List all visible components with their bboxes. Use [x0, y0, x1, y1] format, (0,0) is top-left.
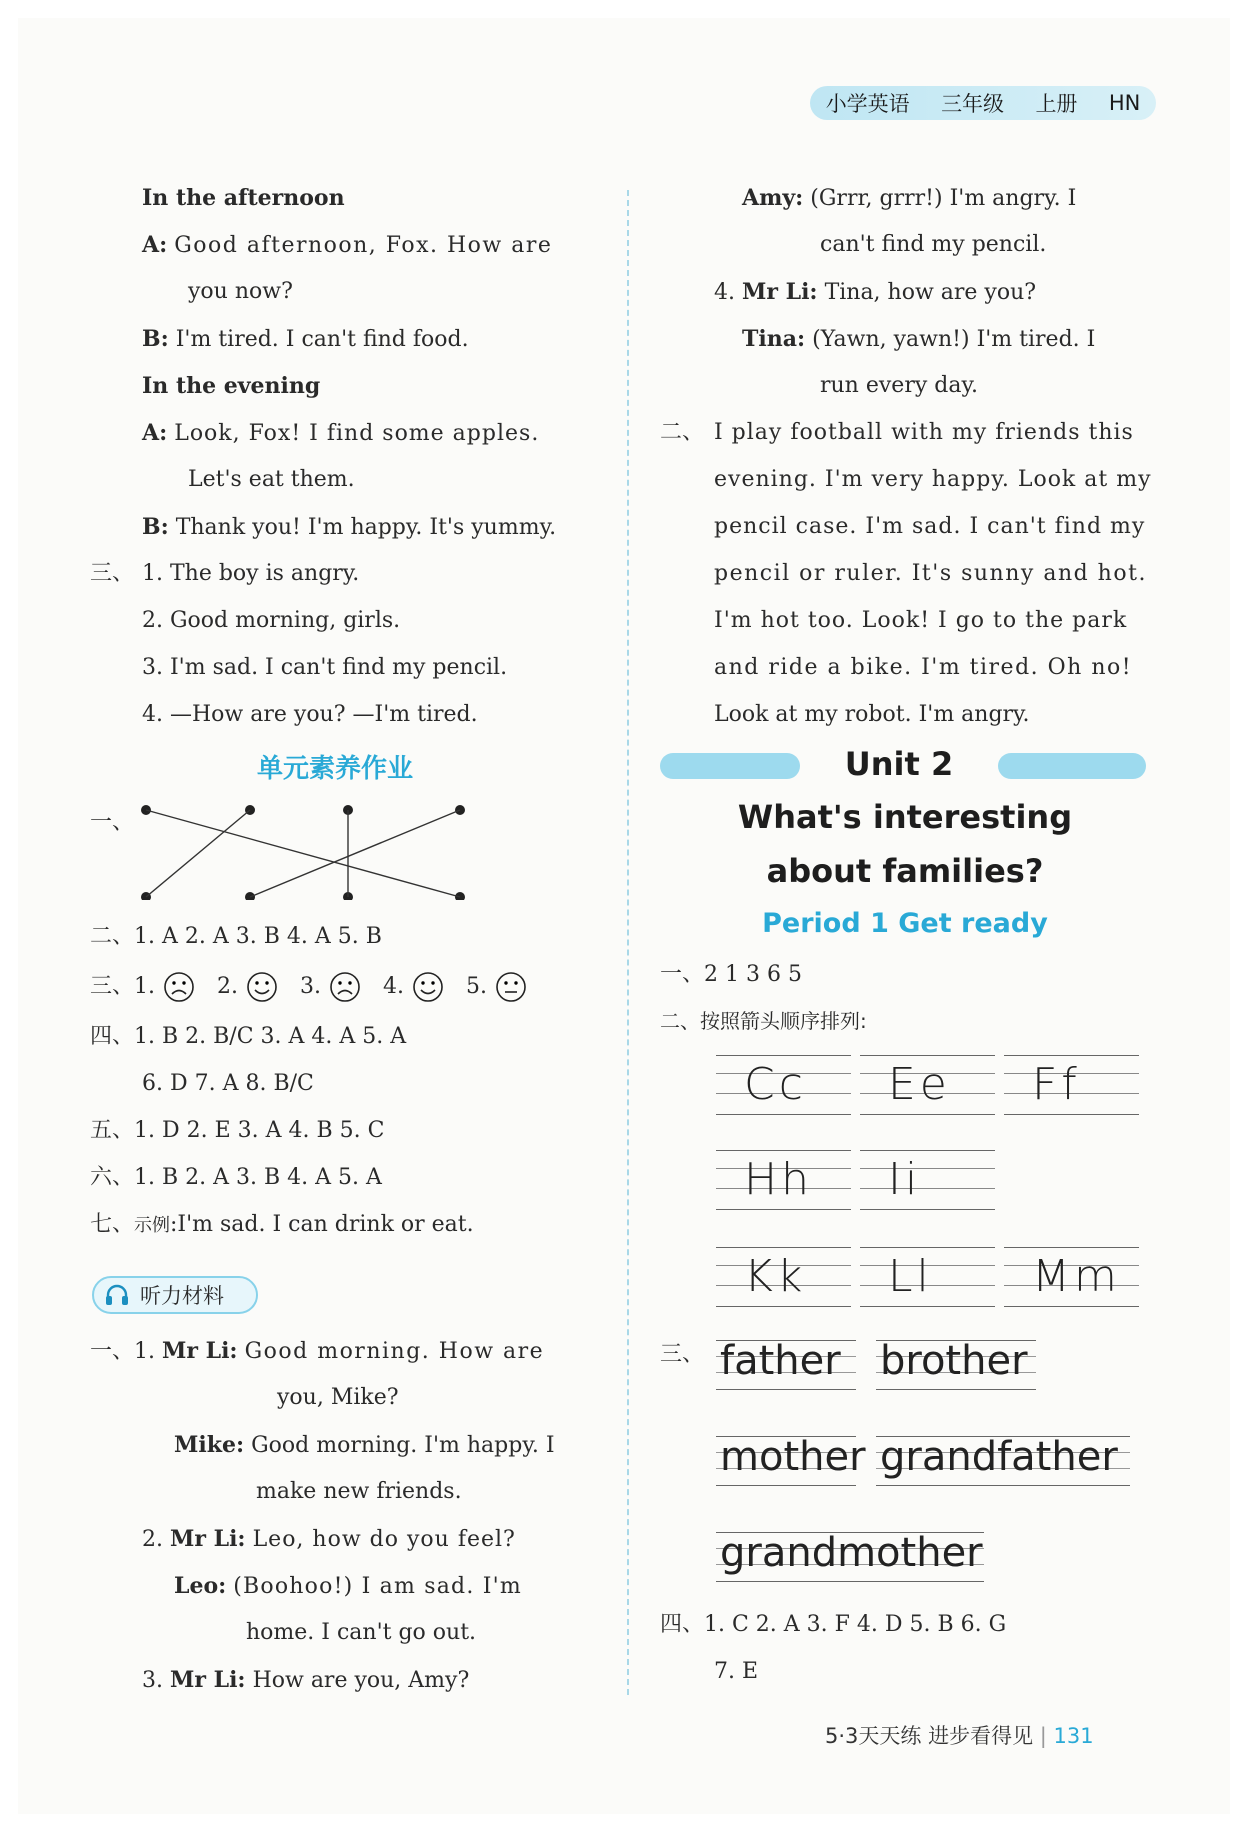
section-mark: 三、: [90, 561, 135, 586]
dialogue-line: 4. Mr Li: Tina, how are you?: [714, 279, 1037, 305]
unit-bar-right: [998, 753, 1146, 779]
dialogue-line: A: Look, Fox! I find some apples.: [142, 420, 540, 446]
header-volume: 上册: [1035, 92, 1078, 116]
happy-face-icon: [245, 970, 279, 1004]
dialogue-line: 2. Mr Li: Leo, how do you feel?: [142, 1526, 516, 1552]
dialogue-cont: can't find my pencil.: [820, 232, 1047, 257]
passage-line: I play football with my friends this: [714, 420, 1134, 445]
passage-line: Look at my robot. I'm angry.: [714, 702, 1030, 727]
answer-line: 2. Good morning, girls.: [142, 608, 401, 633]
headphones-icon: [104, 1283, 130, 1307]
header-edition: HN: [1108, 91, 1141, 115]
footer-slogan: 进步看得见: [928, 1724, 1034, 1748]
matching-diagram: [138, 800, 478, 900]
passage-line: I'm hot too. Look! I go to the park: [714, 608, 1128, 633]
passage-line: and ride a bike. I'm tired. Oh no!: [714, 655, 1133, 680]
answer-line: 四、1. B 2. B/C 3. A 4. A 5. A: [90, 1024, 407, 1049]
unit-label: Unit 2: [844, 745, 954, 783]
section-mark: 一、: [90, 810, 135, 835]
dialogue-cont: you, Mike?: [277, 1385, 399, 1410]
dialogue-line: Tina: (Yawn, yawn!) I'm tired. I: [742, 326, 1096, 352]
dialogue-cont: Let's eat them.: [188, 467, 355, 492]
dialogue-line: B: Thank you! I'm happy. It's yummy.: [142, 514, 557, 540]
passage-line: evening. I'm very happy. Look at my: [714, 467, 1152, 492]
answer-line: 四、1. C 2. A 3. F 4. D 5. B 6. G: [660, 1612, 1007, 1637]
header-subject: 小学英语: [825, 92, 910, 116]
answer-line: 4. —How are you? —I'm tired.: [142, 702, 478, 727]
section-mark: 二、: [660, 420, 705, 445]
passage-line: pencil or ruler. It's sunny and hot.: [714, 561, 1147, 586]
unit-bar-left: [660, 753, 800, 779]
sad-face-icon: [162, 970, 196, 1004]
evening-title: In the evening: [142, 373, 321, 399]
dialogue-cont: home. I can't go out.: [246, 1620, 477, 1645]
neutral-face-icon: [494, 970, 528, 1004]
header-grade: 三年级: [941, 92, 1005, 116]
handwriting-word: brother: [876, 1340, 1036, 1388]
dialogue-cont: you now?: [188, 279, 293, 304]
answer-line: 6. D 7. A 8. B/C: [142, 1071, 314, 1096]
unit-homework-title: 单元素养作业: [256, 754, 413, 784]
afternoon-title: In the afternoon: [142, 185, 345, 211]
unit-question-line1: What's interesting: [737, 798, 1073, 836]
answer-line: 1. The boy is angry.: [142, 561, 360, 586]
answer-line: 六、1. B 2. A 3. B 4. A 5. A: [90, 1165, 382, 1190]
unit-question-line2: about families?: [766, 852, 1044, 890]
handwriting-word: father: [716, 1340, 856, 1388]
answer-line: 五、1. D 2. E 3. A 4. B 5. C: [90, 1118, 385, 1143]
dialogue-line: Mike: Good morning. I'm happy. I: [174, 1432, 555, 1458]
emoji-answers: 三、1. 2. 3. 4. 5.: [90, 970, 528, 1004]
dialogue-line: 3. Mr Li: How are you, Amy?: [142, 1667, 470, 1693]
answer-line: 七、示例:I'm sad. I can drink or eat.: [90, 1212, 474, 1237]
handwriting-word: grandfather: [876, 1436, 1130, 1484]
column-divider: [627, 190, 629, 1695]
page-footer: 5·3天天练 进步看得见 | 131: [825, 1724, 1094, 1748]
happy-face-icon: [411, 970, 445, 1004]
header-banner: [810, 86, 1156, 120]
answer-line: 3. I'm sad. I can't find my pencil.: [142, 655, 508, 680]
instruction-line: 二、按照箭头顺序排列:: [660, 1009, 867, 1033]
dialogue-line: Amy: (Grrr, grrr!) I'm angry. I: [742, 185, 1077, 211]
section-mark: 三、: [660, 1342, 705, 1367]
dialogue-line: B: I'm tired. I can't find food.: [142, 326, 469, 352]
dialogue-line: 一、1. Mr Li: Good morning. How are: [90, 1338, 545, 1364]
handwriting-word: grandmother: [716, 1532, 984, 1580]
sad-face-icon: [328, 970, 362, 1004]
page-number: 131: [1053, 1724, 1094, 1748]
dialogue-line: Leo: (Boohoo!) I am sad. I'm: [174, 1573, 522, 1599]
answer-line: 7. E: [714, 1659, 759, 1684]
footer-brand: 5·3天天练: [825, 1724, 922, 1748]
dialogue-line: A: Good afternoon, Fox. How are: [142, 232, 553, 258]
period-title: Period 1 Get ready: [762, 908, 1048, 939]
passage-line: pencil case. I'm sad. I can't find my: [714, 514, 1146, 539]
dialogue-cont: run every day.: [820, 373, 978, 398]
dialogue-cont: make new friends.: [256, 1479, 462, 1504]
listening-material-tag: 听力材料: [92, 1276, 258, 1314]
answer-line: 一、2 1 3 6 5: [660, 962, 802, 987]
answer-line: 二、1. A 2. A 3. B 4. A 5. B: [90, 924, 382, 949]
handwriting-word: mother: [716, 1436, 856, 1484]
